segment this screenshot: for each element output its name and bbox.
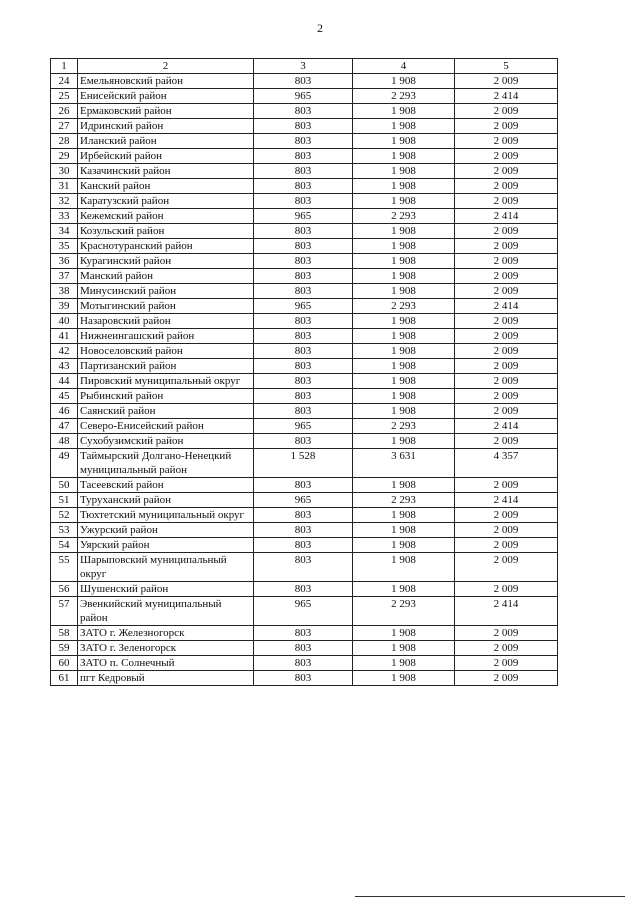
- value-cell: 803: [254, 359, 353, 374]
- value-cell: 1 908: [353, 359, 455, 374]
- row-number-cell: 40: [51, 314, 78, 329]
- value-cell: 1 908: [353, 134, 455, 149]
- table-row: [51, 478, 558, 493]
- value-cell: 965: [254, 493, 353, 508]
- value-cell: 2 009: [455, 671, 558, 686]
- column-header: 3: [254, 59, 353, 74]
- value-cell: 803: [254, 508, 353, 523]
- value-cell: 803: [254, 404, 353, 419]
- value-cell: 803: [254, 314, 353, 329]
- table-row: [51, 104, 558, 119]
- row-number-cell: 30: [51, 164, 78, 179]
- value-cell: 2 009: [455, 374, 558, 389]
- district-name-cell: Рыбинский район: [78, 389, 254, 404]
- value-cell: 2 414: [455, 493, 558, 508]
- row-number-cell: 52: [51, 508, 78, 523]
- district-name-cell: Енисейский район: [78, 89, 254, 104]
- value-cell: 965: [254, 209, 353, 224]
- value-cell: 803: [254, 284, 353, 299]
- table-row: [51, 359, 558, 374]
- district-name-cell: Назаровский район: [78, 314, 254, 329]
- value-cell: 1 908: [353, 119, 455, 134]
- value-cell: 1 908: [353, 104, 455, 119]
- row-number-cell: 56: [51, 582, 78, 597]
- row-number-cell: 49: [51, 449, 78, 478]
- district-name-cell: Кежемский район: [78, 209, 254, 224]
- district-name-cell: Манский район: [78, 269, 254, 284]
- value-cell: 2 009: [455, 656, 558, 671]
- value-cell: 803: [254, 74, 353, 89]
- value-cell: 2 009: [455, 284, 558, 299]
- row-number-cell: 47: [51, 419, 78, 434]
- value-cell: 965: [254, 89, 353, 104]
- table-row: [51, 299, 558, 314]
- row-number-cell: 60: [51, 656, 78, 671]
- value-cell: 2 009: [455, 553, 558, 582]
- table-row: [51, 254, 558, 269]
- district-name-cell: Сухобузимский район: [78, 434, 254, 449]
- row-number-cell: 61: [51, 671, 78, 686]
- table-row: [51, 164, 558, 179]
- row-number-cell: 28: [51, 134, 78, 149]
- district-name-cell: Ирбейский район: [78, 149, 254, 164]
- district-name-cell: Курагинский район: [78, 254, 254, 269]
- value-cell: 965: [254, 597, 353, 626]
- row-number-cell: 33: [51, 209, 78, 224]
- table-row: [51, 523, 558, 538]
- district-name-cell: Ужурский район: [78, 523, 254, 538]
- value-cell: 2 009: [455, 269, 558, 284]
- value-cell: 803: [254, 269, 353, 284]
- value-cell: 1 908: [353, 179, 455, 194]
- column-header: 2: [78, 59, 254, 74]
- value-cell: 803: [254, 641, 353, 656]
- value-cell: 803: [254, 582, 353, 597]
- value-cell: 2 009: [455, 582, 558, 597]
- district-name-cell: пгт Кедровый: [78, 671, 254, 686]
- value-cell: 803: [254, 523, 353, 538]
- district-name-cell: Партизанский район: [78, 359, 254, 374]
- value-cell: 803: [254, 134, 353, 149]
- row-number-cell: 25: [51, 89, 78, 104]
- value-cell: 803: [254, 553, 353, 582]
- value-cell: 2 009: [455, 538, 558, 553]
- value-cell: 1 908: [353, 314, 455, 329]
- district-name-cell: Канский район: [78, 179, 254, 194]
- value-cell: 2 009: [455, 314, 558, 329]
- value-cell: 2 293: [353, 299, 455, 314]
- value-cell: 1 908: [353, 254, 455, 269]
- row-number-cell: 39: [51, 299, 78, 314]
- row-number-cell: 45: [51, 389, 78, 404]
- value-cell: 2 009: [455, 254, 558, 269]
- district-name-cell: Казачинский район: [78, 164, 254, 179]
- district-name-cell: Минусинский район: [78, 284, 254, 299]
- district-name-cell: Ермаковский район: [78, 104, 254, 119]
- table-row: [51, 284, 558, 299]
- value-cell: 2 009: [455, 404, 558, 419]
- row-number-cell: 34: [51, 224, 78, 239]
- row-number-cell: 31: [51, 179, 78, 194]
- row-number-cell: 35: [51, 239, 78, 254]
- table-row: [51, 224, 558, 239]
- table-row: [51, 269, 558, 284]
- value-cell: 4 357: [455, 449, 558, 478]
- value-cell: 2 009: [455, 508, 558, 523]
- district-name-cell: Мотыгинский район: [78, 299, 254, 314]
- table-row: [51, 449, 558, 478]
- table-row: [51, 344, 558, 359]
- value-cell: 2 009: [455, 641, 558, 656]
- value-cell: 2 009: [455, 74, 558, 89]
- district-name-cell: Шарыповский муниципальный округ: [78, 553, 254, 582]
- district-name-cell: Эвенкийский муниципальный район: [78, 597, 254, 626]
- table-row: [51, 179, 558, 194]
- row-number-cell: 50: [51, 478, 78, 493]
- row-number-cell: 51: [51, 493, 78, 508]
- value-cell: 1 908: [353, 194, 455, 209]
- value-cell: 2 009: [455, 329, 558, 344]
- table-row: [51, 149, 558, 164]
- value-cell: 2 009: [455, 523, 558, 538]
- district-name-cell: Новоселовский район: [78, 344, 254, 359]
- row-number-cell: 58: [51, 626, 78, 641]
- district-name-cell: Шушенский район: [78, 582, 254, 597]
- value-cell: 2 414: [455, 597, 558, 626]
- table-row: [51, 74, 558, 89]
- value-cell: 965: [254, 419, 353, 434]
- value-cell: 1 908: [353, 389, 455, 404]
- value-cell: 2 414: [455, 89, 558, 104]
- table-body: [51, 59, 558, 686]
- value-cell: 803: [254, 671, 353, 686]
- value-cell: 803: [254, 329, 353, 344]
- district-name-cell: Саянский район: [78, 404, 254, 419]
- row-number-cell: 55: [51, 553, 78, 582]
- column-header: 5: [455, 59, 558, 74]
- value-cell: 1 908: [353, 284, 455, 299]
- value-cell: 803: [254, 434, 353, 449]
- table-row: [51, 597, 558, 626]
- value-cell: 803: [254, 344, 353, 359]
- value-cell: 1 908: [353, 671, 455, 686]
- table-header-row: [51, 59, 558, 74]
- table-row: [51, 434, 558, 449]
- column-header: 1: [51, 59, 78, 74]
- value-cell: 1 908: [353, 344, 455, 359]
- value-cell: 2 009: [455, 359, 558, 374]
- table-row: [51, 329, 558, 344]
- value-cell: 803: [254, 119, 353, 134]
- value-cell: 2 009: [455, 344, 558, 359]
- row-number-cell: 48: [51, 434, 78, 449]
- column-header: 4: [353, 59, 455, 74]
- table-row: [51, 656, 558, 671]
- district-name-cell: Козульский район: [78, 224, 254, 239]
- value-cell: 2 009: [455, 164, 558, 179]
- row-number-cell: 42: [51, 344, 78, 359]
- value-cell: 2 009: [455, 626, 558, 641]
- value-cell: 2 009: [455, 119, 558, 134]
- value-cell: 803: [254, 164, 353, 179]
- value-cell: 2 009: [455, 104, 558, 119]
- district-name-cell: Таймырский Долгано-Ненецкий муниципальный район: [78, 449, 254, 478]
- district-name-cell: Идринский район: [78, 119, 254, 134]
- value-cell: 2 414: [455, 299, 558, 314]
- value-cell: 803: [254, 389, 353, 404]
- table-row: [51, 89, 558, 104]
- district-name-cell: ЗАТО г. Железногорск: [78, 626, 254, 641]
- row-number-cell: 41: [51, 329, 78, 344]
- value-cell: 1 908: [353, 434, 455, 449]
- value-cell: 803: [254, 149, 353, 164]
- district-name-cell: Уярский район: [78, 538, 254, 553]
- district-name-cell: Тюхтетский муниципальный округ: [78, 508, 254, 523]
- value-cell: 803: [254, 194, 353, 209]
- table-row: [51, 314, 558, 329]
- row-number-cell: 44: [51, 374, 78, 389]
- value-cell: 803: [254, 179, 353, 194]
- value-cell: 803: [254, 254, 353, 269]
- district-name-cell: ЗАТО г. Зеленогорск: [78, 641, 254, 656]
- value-cell: 803: [254, 239, 353, 254]
- value-cell: 2 293: [353, 597, 455, 626]
- value-cell: 1 908: [353, 224, 455, 239]
- value-cell: 2 414: [455, 419, 558, 434]
- value-cell: 2 009: [455, 134, 558, 149]
- data-table: [50, 58, 558, 686]
- value-cell: 1 908: [353, 404, 455, 419]
- district-name-cell: Северо-Енисейский район: [78, 419, 254, 434]
- value-cell: 803: [254, 656, 353, 671]
- value-cell: 1 908: [353, 239, 455, 254]
- value-cell: 803: [254, 538, 353, 553]
- district-name-cell: Туруханский район: [78, 493, 254, 508]
- table-row: [51, 134, 558, 149]
- value-cell: 2 009: [455, 478, 558, 493]
- row-number-cell: 59: [51, 641, 78, 656]
- value-cell: 1 528: [254, 449, 353, 478]
- table-row: [51, 209, 558, 224]
- value-cell: 1 908: [353, 641, 455, 656]
- value-cell: 1 908: [353, 508, 455, 523]
- value-cell: 2 009: [455, 434, 558, 449]
- row-number-cell: 53: [51, 523, 78, 538]
- value-cell: 1 908: [353, 329, 455, 344]
- value-cell: 2 009: [455, 179, 558, 194]
- table-row: [51, 626, 558, 641]
- district-name-cell: Тасеевский район: [78, 478, 254, 493]
- value-cell: 803: [254, 104, 353, 119]
- table-row: [51, 538, 558, 553]
- row-number-cell: 24: [51, 74, 78, 89]
- district-name-cell: ЗАТО п. Солнечный: [78, 656, 254, 671]
- value-cell: 1 908: [353, 478, 455, 493]
- row-number-cell: 57: [51, 597, 78, 626]
- value-cell: 2 009: [455, 149, 558, 164]
- table-row: [51, 404, 558, 419]
- row-number-cell: 38: [51, 284, 78, 299]
- table-row: [51, 671, 558, 686]
- table-row: [51, 374, 558, 389]
- district-name-cell: Пировский муниципальный округ: [78, 374, 254, 389]
- value-cell: 2 293: [353, 493, 455, 508]
- district-name-cell: Емельяновский район: [78, 74, 254, 89]
- district-name-cell: Иланский район: [78, 134, 254, 149]
- row-number-cell: 29: [51, 149, 78, 164]
- table-row: [51, 508, 558, 523]
- table-row: [51, 582, 558, 597]
- value-cell: 2 293: [353, 419, 455, 434]
- row-number-cell: 37: [51, 269, 78, 284]
- value-cell: 2 009: [455, 389, 558, 404]
- value-cell: 1 908: [353, 626, 455, 641]
- value-cell: 803: [254, 626, 353, 641]
- value-cell: 1 908: [353, 538, 455, 553]
- table-row: [51, 553, 558, 582]
- table-row: [51, 194, 558, 209]
- value-cell: 3 631: [353, 449, 455, 478]
- value-cell: 1 908: [353, 374, 455, 389]
- row-number-cell: 43: [51, 359, 78, 374]
- row-number-cell: 32: [51, 194, 78, 209]
- table-row: [51, 389, 558, 404]
- value-cell: 803: [254, 374, 353, 389]
- table-row: [51, 493, 558, 508]
- page-number: 2: [317, 21, 323, 35]
- row-number-cell: 27: [51, 119, 78, 134]
- value-cell: 1 908: [353, 656, 455, 671]
- district-name-cell: Краснотуранский район: [78, 239, 254, 254]
- value-cell: 1 908: [353, 164, 455, 179]
- table-row: [51, 239, 558, 254]
- value-cell: 2 293: [353, 89, 455, 104]
- district-name-cell: Каратузский район: [78, 194, 254, 209]
- row-number-cell: 54: [51, 538, 78, 553]
- value-cell: 1 908: [353, 553, 455, 582]
- value-cell: 1 908: [353, 582, 455, 597]
- value-cell: 2 414: [455, 209, 558, 224]
- district-name-cell: Нижнеингашский район: [78, 329, 254, 344]
- row-number-cell: 36: [51, 254, 78, 269]
- value-cell: 965: [254, 299, 353, 314]
- value-cell: 2 293: [353, 209, 455, 224]
- value-cell: 2 009: [455, 224, 558, 239]
- row-number-cell: 46: [51, 404, 78, 419]
- value-cell: 2 009: [455, 239, 558, 254]
- value-cell: 803: [254, 478, 353, 493]
- value-cell: 803: [254, 224, 353, 239]
- footer-rule: [355, 896, 625, 897]
- value-cell: 1 908: [353, 523, 455, 538]
- value-cell: 1 908: [353, 74, 455, 89]
- value-cell: 1 908: [353, 269, 455, 284]
- table-row: [51, 119, 558, 134]
- value-cell: 2 009: [455, 194, 558, 209]
- table-row: [51, 641, 558, 656]
- table-row: [51, 419, 558, 434]
- row-number-cell: 26: [51, 104, 78, 119]
- value-cell: 1 908: [353, 149, 455, 164]
